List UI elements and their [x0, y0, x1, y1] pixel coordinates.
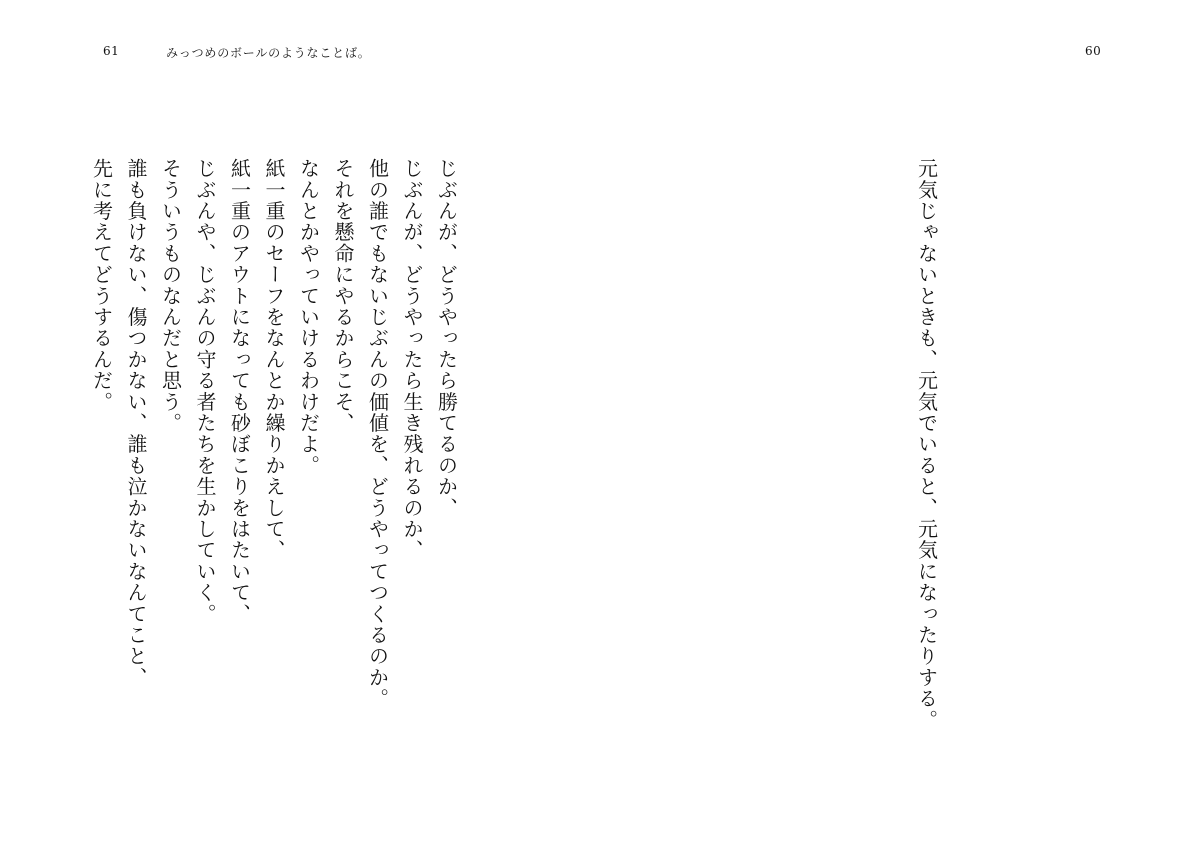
- left-page-number: 61: [103, 44, 120, 58]
- running-head: みっつめのボールのようなことば。: [166, 46, 371, 60]
- body-line: 先に考えてどうするんだ。: [89, 158, 114, 413]
- body-line: じぶんや、じぶんの守る者たちを生かしていく。: [193, 158, 217, 625]
- body-line: 紙一重のセーフをなんとか繰りかえして、: [262, 158, 286, 561]
- body-line: 誰も負けない、傷つかない、誰も泣かないなんてこと、: [124, 158, 148, 688]
- body-line: そういうものなんだと思う。: [158, 158, 183, 434]
- body-line: 他の誰でもないじぶんの価値を、どうやってつくるのか。: [365, 158, 390, 710]
- right-page-body: [909, 158, 944, 730]
- body-line: 紙一重のアウトになっても砂ぼこりをはたいて、: [227, 158, 252, 625]
- body-line: じぶんが、どうやったら勝てるのか、: [434, 158, 459, 519]
- right-page-number: 60: [1085, 44, 1102, 58]
- left-page-body: [84, 158, 464, 709]
- body-line: 元気じゃないときも、元気でいると、元気になったりする。: [914, 158, 939, 731]
- body-line: それを懸命にやるからこそ、: [331, 158, 355, 434]
- body-line: じぶんが、どうやったら生き残れるのか、: [400, 158, 424, 561]
- body-line: なんとかやっていけるわけだよ。: [296, 158, 321, 476]
